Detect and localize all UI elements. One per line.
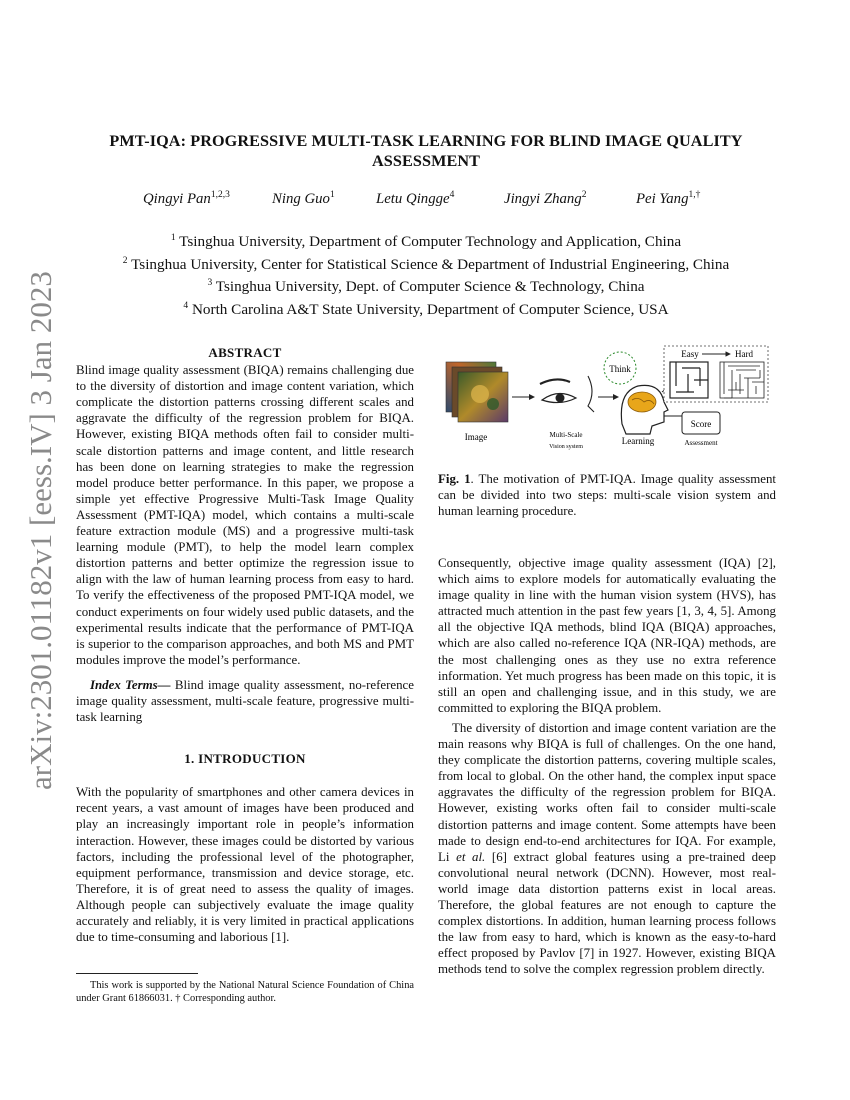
affiliation-text: Tsinghua University, Center for Statistical Science & Department of Industrial Engineering, China bbox=[131, 255, 730, 273]
arxiv-id-text: arXiv:2301.01182v1 [eess.IV] 3 Jan 2023 bbox=[23, 271, 58, 790]
author-5 bbox=[636, 190, 700, 208]
left-column bbox=[76, 345, 414, 945]
fig-label-hard: Hard bbox=[735, 349, 753, 359]
abstract-text: Blind image quality assessment (BIQA) remains challenging due to the diversity of distortion and image content variation, which complicate the distortion patterns crossing different scales and aggravate the difficulty of the regression problem for BIQA. However, existing BIQA methods often fail to consider multi-scale distortion patterns and image content, and little research has been done on learning strategies to make the regression model produce better performance. In this paper, we propose a simple yet effective Progressive Multi-Task Image Quality Assessment (PMT-IQA) model, which contains a multi-scale feature extraction module (MS) and a progressive multi-task learning module (PMT), to help the model learn complex distortion patterns and better optimize the regression issue to align with the law of human learning process from easy to hard. To verify the effectiveness of the proposed PMT-IQA model, we conduct experiments on four widely used public datasets, and the experimental results indicate that the performance of PMT-IQA is superior to the comparison approaches, and both MS and PMT modules improve the model’s performance. bbox=[76, 363, 414, 667]
affiliation-text: North Carolina A&T State University, Department of Computer Science, USA bbox=[191, 300, 669, 318]
figure-1-graphic bbox=[438, 342, 776, 464]
introduction-paragraph-1: With the popularity of smartphones and other camera devices in recent years, a vast amount of images have been produced and play an increasingly important role in people’s information interaction. However, these images could be distorted by various factors, including the professional level of the photographer, equipment performance, transmission and device storage, etc. Therefore, it is of great need to assess the quality of images. Although people can subjectively evaluate the image quality accurately and reliably, it is very limited in practical applications due to time-consuming and laborious [1]. bbox=[76, 785, 414, 945]
figure-1 bbox=[438, 342, 776, 464]
introduction-heading: 1. INTRODUCTION bbox=[184, 751, 306, 767]
author-3 bbox=[376, 190, 454, 208]
footnote-text: This work is supported by the National Natural Science Foundation of China under Grant 61866031. † Corresponding author. bbox=[76, 980, 414, 1004]
author-sup: 1 bbox=[329, 190, 335, 200]
index-terms bbox=[76, 677, 414, 725]
right-paragraph-2-etal: et al. bbox=[456, 849, 486, 864]
fig-label-multiscale: Multi-Scale bbox=[549, 431, 583, 439]
affiliation-4 bbox=[60, 297, 792, 320]
affiliation-sup: 4 bbox=[183, 300, 189, 311]
abstract-heading: ABSTRACT bbox=[208, 345, 282, 360]
fig-label-think: Think bbox=[609, 364, 631, 374]
author-name: Qingyi Pan bbox=[143, 191, 211, 207]
arxiv-stamp-graphic bbox=[20, 190, 58, 810]
fig-label-assessment: Assessment bbox=[684, 439, 718, 447]
paper-title: PMT-IQA: PROGRESSIVE MULTI-TASK LEARNING FOR BLIND IMAGE QUALITY ASSESSMENT bbox=[109, 132, 743, 170]
fig-label-learning: Learning bbox=[621, 436, 655, 446]
author-name: Letu Qingge bbox=[376, 191, 450, 207]
author-2 bbox=[272, 190, 335, 208]
right-paragraph-2-part-a: The diversity of distortion and image content variation are the main reasons why BIQA is full of challenges. On the one hand, they complicate the distortion patterns, covering multiple scales, from local to global. On the other hand, the complex input space aggravates the difficulty of the regression problem for BIQA. However, existing works often fail to consider multi-scale distortion patterns and image content. Some attempts have been made to design end-to-end architectures for IQA. For example, Li bbox=[438, 720, 776, 864]
author-sup: 2 bbox=[581, 190, 587, 200]
nose-profile bbox=[588, 376, 594, 412]
author-4 bbox=[504, 190, 586, 208]
author-name: Ning Guo bbox=[272, 191, 330, 207]
figure-1-caption-text: . The motivation of PMT-IQA. Image quality assessment can be divided into two steps: multi-scale vision system and human learning procedure. bbox=[438, 472, 776, 519]
fig-label-score: Score bbox=[690, 419, 712, 429]
affiliation-3 bbox=[60, 274, 792, 297]
arrow-brain-to-score-line bbox=[664, 416, 682, 418]
affiliation-sup: 2 bbox=[122, 255, 128, 266]
figure-1-caption-label: Fig. 1 bbox=[438, 472, 471, 486]
eyebrow-icon bbox=[540, 379, 570, 384]
affiliation-sup: 3 bbox=[207, 278, 213, 289]
affiliation-2 bbox=[60, 252, 792, 275]
affiliation-text: Tsinghua University, Department of Computer Technology and Application, China bbox=[179, 233, 682, 250]
fig-label-image: Image bbox=[464, 432, 488, 442]
arxiv-stamp bbox=[20, 190, 58, 810]
author-name: Pei Yang bbox=[636, 191, 689, 207]
affiliation-list bbox=[60, 229, 792, 319]
affiliation-sup: 1 bbox=[170, 233, 176, 243]
author-sup: 1,2,3 bbox=[210, 190, 230, 200]
footnote bbox=[76, 979, 414, 1005]
author-sup: 1,† bbox=[688, 190, 701, 200]
index-terms-text: Blind image quality assessment, no-reference image quality assessment, multi-scale feature, progressive multi-task learning bbox=[76, 677, 414, 725]
affiliation-text: Tsinghua University, Dept. of Computer Science & Technology, China bbox=[215, 278, 645, 296]
right-paragraph-1: Consequently, objective image quality assessment (IQA) [2], which aims to explore models for automatically evaluating the image quality in line with the human vision system (HVS), has attracted much attention in the past few years [1, 3, 4, 5]. Among all the objective IQA methods, blind IQA (BIQA) approaches, which are also called no-reference IQA (NR-IQA) methods, are the most challenging ones as they use no extra reference information. Yet much progress has been made on this topic, it is still an open and challenging issue, and in this study, we are committed to exploring the BIQA problem. bbox=[438, 556, 776, 715]
index-terms-label: Index Terms— bbox=[90, 677, 171, 692]
footnote-rule bbox=[76, 973, 198, 974]
fig-label-vision: Vision system bbox=[549, 444, 583, 450]
fig-label-easy: Easy bbox=[681, 349, 699, 359]
author-name: Jingyi Zhang bbox=[504, 191, 582, 207]
affiliation-1 bbox=[60, 229, 792, 252]
author-1 bbox=[143, 190, 230, 208]
author-sup: 4 bbox=[449, 190, 455, 200]
right-paragraph-2-part-b: [6] extract global features using a pre-trained deep convolutional neural network (DCNN). However, most real-world image data distortion patterns exist in local areas. Therefore, the global features are not enough to capture the complex distortions. In addition, human learning process follows the law from easy to hard, which is known as the easy-to-hard effect proposed by Pavlov [7] in 1927. However, existing BIQA methods tend to solve the complex regression problem directly. bbox=[438, 849, 776, 977]
right-column bbox=[438, 555, 776, 977]
right-paragraph-2 bbox=[438, 720, 776, 978]
figure-1-caption bbox=[438, 471, 776, 519]
